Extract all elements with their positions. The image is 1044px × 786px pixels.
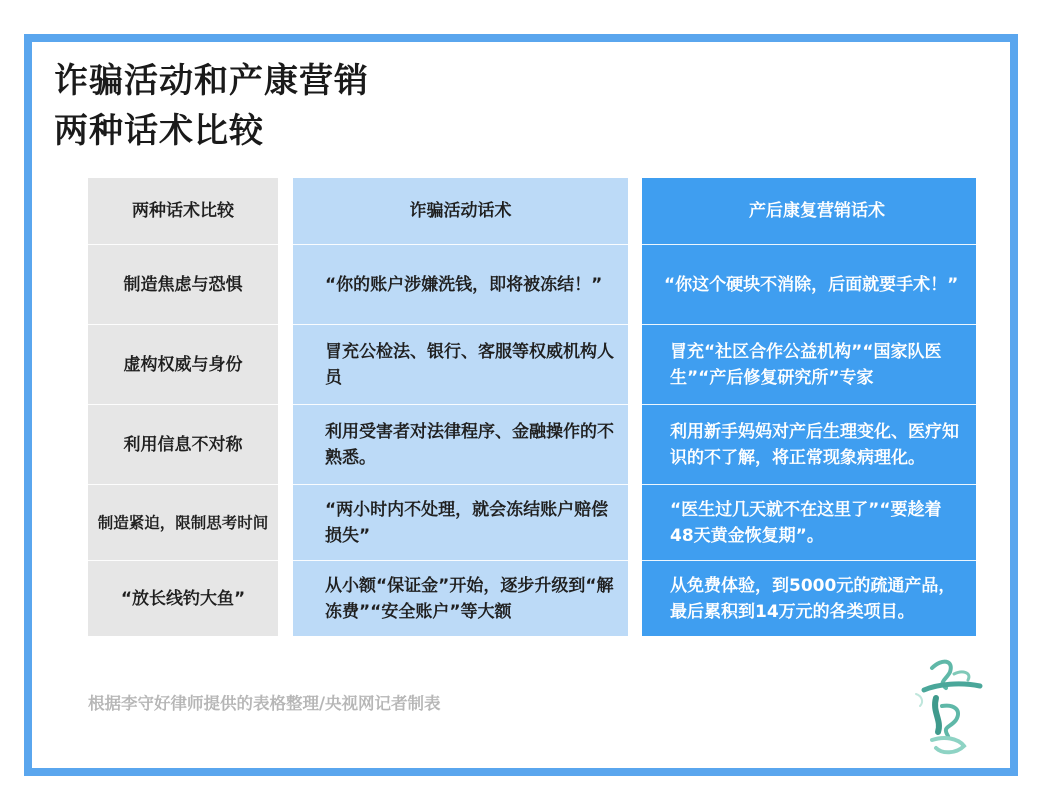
marketing-cell: “你这个硬块不消除，后面就要手术！” [642, 244, 976, 324]
scam-cell: 从小额“保证金”开始，逐步升级到“解冻费”“安全账户”等大额 [293, 560, 628, 636]
marketing-column [642, 178, 976, 636]
source-note: 根据李守好律师提供的表格整理/央视网记者制表 [88, 694, 441, 713]
scam-cell: 利用受害者对法律程序、金融操作的不熟悉。 [293, 404, 628, 484]
scam-cell: “你的账户涉嫌洗钱，即将被冻结！” [293, 244, 628, 324]
scam-cell: 冒充公检法、银行、客服等权威机构人员 [293, 324, 628, 404]
header-scam: 诈骗活动话术 [409, 201, 512, 221]
scam-column [293, 178, 628, 636]
title-line-2: 两种话术比较 [54, 111, 264, 151]
scam-cell: “两小时内不处理，就会冻结账户赔偿损失” [293, 484, 628, 560]
label-column [88, 178, 278, 636]
row-label: “放长线钓大鱼” [88, 560, 278, 636]
row-label: 制造紧迫，限制思考时间 [88, 484, 278, 560]
row-label: 制造焦虑与恐惧 [88, 244, 278, 324]
marketing-cell: “医生过几天就不在这里了”“要趁着48天黄金恢复期”。 [642, 484, 976, 560]
row-label: 利用信息不对称 [88, 404, 278, 484]
marketing-cell: 利用新手妈妈对产后生理变化、医疗知识的不了解，将正常现象病理化。 [642, 404, 976, 484]
calligraphy-logo-icon [902, 650, 992, 760]
header-label: 两种话术比较 [132, 201, 234, 221]
marketing-cell: 冒充“社区合作公益机构”“国家队医生”“产后修复研究所”专家 [642, 324, 976, 404]
title-line-1: 诈骗活动和产康营销 [54, 61, 369, 101]
row-label: 虚构权威与身份 [88, 324, 278, 404]
header-marketing: 产后康复营销话术 [749, 201, 885, 221]
marketing-cell: 从免费体验，到5000元的疏通产品，最后累积到14万元的各类项目。 [642, 560, 976, 636]
page-title [54, 56, 369, 156]
